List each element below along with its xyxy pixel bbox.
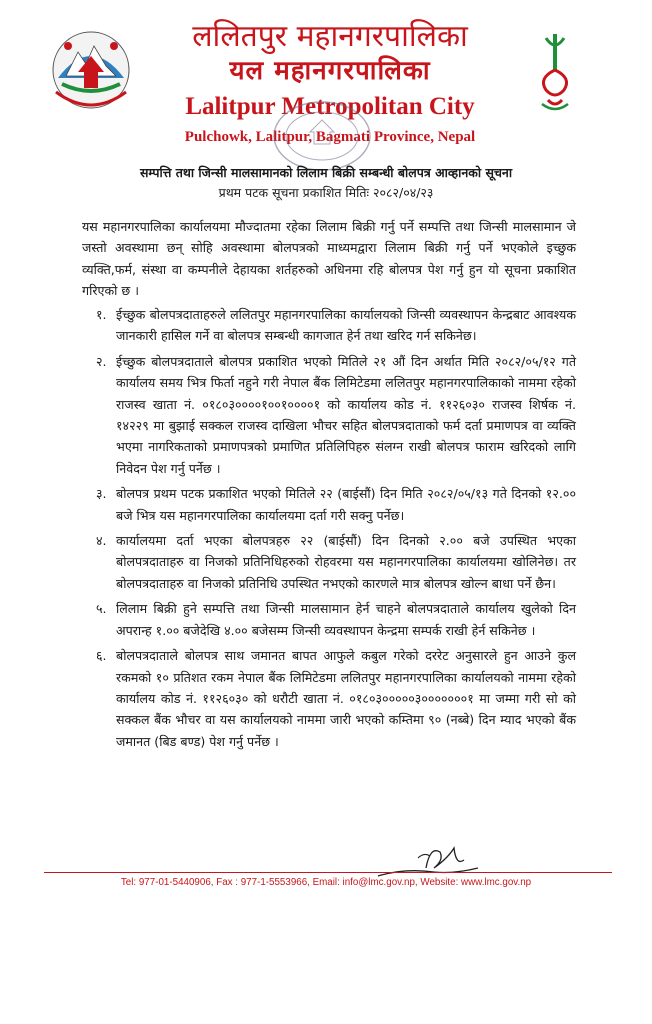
list-item bbox=[82, 598, 576, 641]
item-number: १. bbox=[96, 307, 107, 322]
item-number: ४. bbox=[96, 533, 107, 549]
item-text: कार्यालयमा दर्ता भएका बोलपत्रहरु २२ (बाईसौं) दिन दिनको २.०० बजे उपस्थित भएका बोलपत्रदाताहरु वा निजको प्रतिनिधिहरुको रोहवरमा यस महानगरपालिका कार्यालयमा खोलिनेछ। तर बोलपत्रदाताहरु वा निजको प्रतिनिधि उपस्थित नभएको कारणले मात्र बोलपत्र खोल्न बाधा पर्ने छैन। bbox=[116, 533, 576, 591]
footer-contact: Tel: 977-01-5440906, Fax : 977-1-5553966, Email: info@lmc.gov.np, Website: www.lmc.gov.np bbox=[120, 877, 532, 888]
footer-divider bbox=[44, 872, 612, 873]
intro-paragraph: यस महानगरपालिका कार्यालयमा मौज्दातमा रहेका लिलाम बिक्री गर्नु पर्ने सम्पत्ति तथा जिन्सी मालसामान जे जस्तो अवस्थामा छन् सोहि अवस्थामा बोलपत्रको माध्यमद्वारा लिलाम बिक्री गर्नु पर्ने भएकोले इच्छुक व्यक्ति,फर्म, संस्था वा कम्पनीले देहायका शर्तहरुको अधिनमा रहि बोलपत्र पेश गर्नु हुन यो सूचना प्रकाशित गरिएको छ । bbox=[82, 219, 576, 299]
notice-title: सम्पत्ति तथा जिन्सी मालसामानको लिलाम बिक्री सम्बन्धी बोलपत्र आव्हानको सूचना bbox=[139, 165, 513, 180]
list-item bbox=[82, 645, 576, 752]
office-title-nepali: ललितपुर महानगरपालिका bbox=[192, 19, 468, 54]
office-title-english: Lalitpur Metropolitan City bbox=[185, 93, 475, 120]
notice-publish-date: प्रथम पटक सूचना प्रकाशित मितिः २०८२/०४/२३ bbox=[218, 185, 434, 200]
list-item bbox=[82, 530, 576, 594]
terms-list bbox=[82, 304, 576, 756]
item-text: ईच्छुक बोलपत्रदाताले बोलपत्र प्रकाशित भएको मितिले २१ औं दिन अर्थात मिति २०८२/०५/१२ गते कार्यालय समय भित्र फिर्ता नहुने गरी नेपाल बैंक लिमिटेडमा ललितपुर महानगरपालिकाको नाममा रहेको राजस्व खाता नं. ०१८०३००००१००१००००१ को कार्यालय कोड नं. ११२६०३० राजस्व शिर्षक नं. १४२२९ मा बुझाई सक्कल राजस्व दाखिला भौचर सहित बोलपत्रदाताको फर्म दर्ता प्रमाणपत्र वा व्यक्ति भएमा नागरिकताको प्रमाणपत्रको प्रमाणित प्रतिलिपिहरु संलग्न राखी बोलपत्र फाराम खरिदको लागि निवेदन पेश गर्नु पर्नेछ । bbox=[116, 353, 576, 476]
item-text: बोलपत्रदाताले बोलपत्र साथ जमानत बापत आफुले कबुल गरेको दररेट अनुसारले हुन आउने कुल रकमको १० प्रतिशत रकम नेपाल बैंक लिमिटेडमा ललितपुर महानगरपालिका कार्यालयको नाममा रहेको कार्यालय कोड नं. ११२६०३० को धरौटी खाता नं. ०१८०३०००००३०००००००१ मा जम्मा गरी सो को सक्कल बैंक भौचर वा यस कार्यालयको नाममा जारी भएको कम्तिमा ९० (नब्बे) दिन म्याद भएको बैंक जमानत (बिड बण्ड) पेश गर्नु पर्नेछ । bbox=[116, 648, 576, 749]
item-text: लिलाम बिक्री हुने सम्पत्ति तथा जिन्सी मालसामान हेर्न चाहने बोलपत्रदाताले कार्यालय खुलेको दिन अपरान्ह १.०० बजेदेखि ४.०० बजेसम्म जिन्सी व्यवस्थापन केन्द्रमा सम्पर्क राखी हेर्न सकिनेछ । bbox=[116, 601, 576, 638]
list-item bbox=[82, 304, 576, 347]
list-item bbox=[82, 351, 576, 479]
office-title-newari: यल महानगरपालिका bbox=[229, 56, 431, 86]
emblem-icon bbox=[48, 26, 134, 118]
item-number: ६. bbox=[96, 648, 107, 664]
item-text: बोलपत्र प्रथम पटक प्रकाशित भएको मितिले २२ (बाईसौं) दिन मिति २०८२/०५/१३ गते दिनको १२.०० बजे भित्र यस महानगरपालिका कार्यालयमा दर्ता गरी सक्नु पर्नेछ। bbox=[116, 486, 576, 523]
list-item bbox=[82, 483, 576, 526]
item-text: ईच्छुक बोलपत्रदाताहरुले ललितपुर महानगरपालिका कार्यालयको जिन्सी व्यवस्थापन केन्द्रबाट आवश्यक जानकारी हासिल गर्ने वा बोलपत्र सम्बन्धी कागजात हेर्न तथा खरिद गर्न सकिनेछ। bbox=[116, 307, 576, 344]
trishul-symbol-icon bbox=[528, 30, 582, 112]
office-address: Pulchowk, Lalitpur, Bagmati Province, Nepal bbox=[184, 129, 476, 145]
item-number: २. bbox=[96, 353, 107, 369]
item-number: ३. bbox=[96, 486, 107, 502]
item-number: ५. bbox=[96, 601, 107, 617]
